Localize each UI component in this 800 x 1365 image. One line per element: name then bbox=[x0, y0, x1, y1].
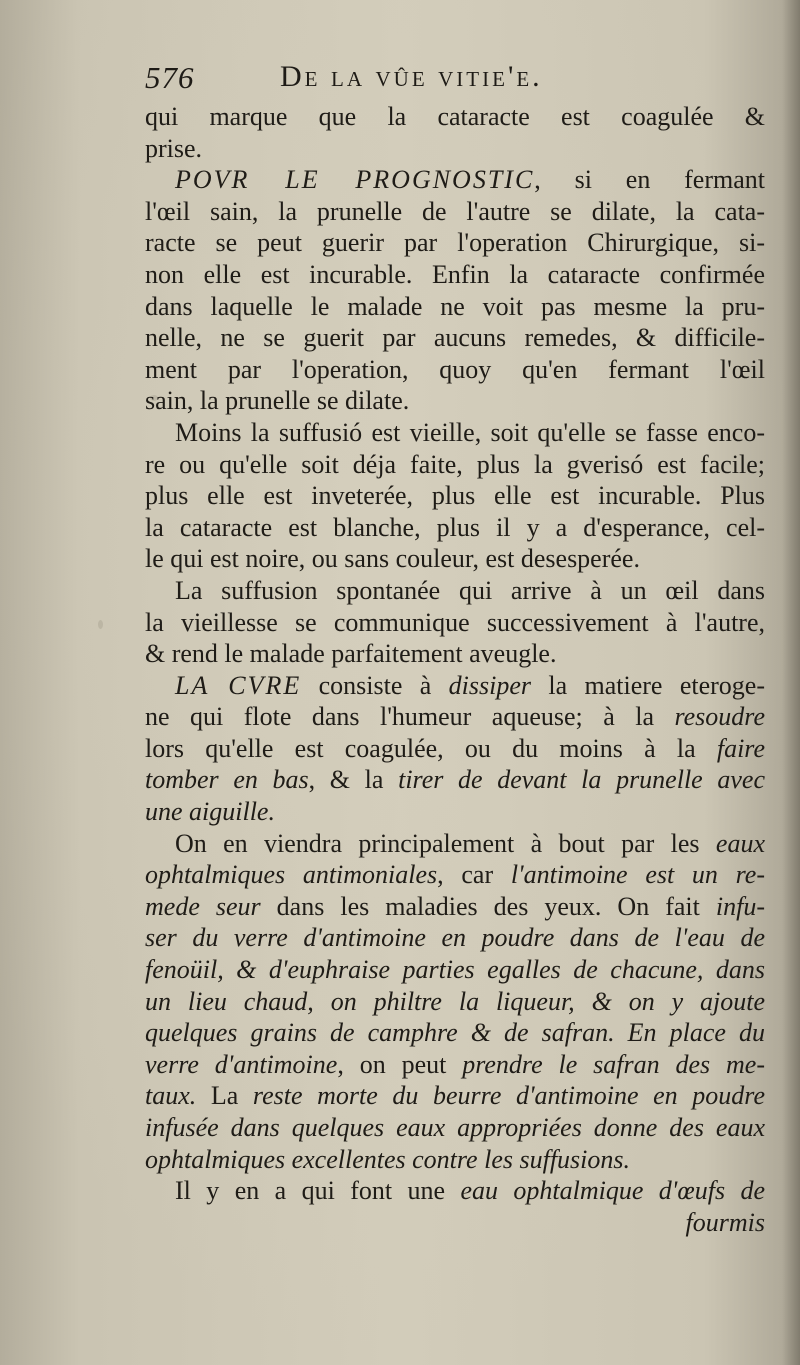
italic-text: faire bbox=[716, 733, 765, 763]
text-segment: lors qu'elle est coagulée, ou du moins à la bbox=[145, 733, 717, 763]
text-segment: qui marque que la cataracte est coagulée & bbox=[145, 102, 765, 131]
text-segment: ne qui flote dans l'humeur aqueuse; à la bbox=[145, 702, 675, 732]
text-line bbox=[145, 1049, 765, 1081]
text-line bbox=[145, 638, 765, 670]
text-line bbox=[145, 670, 765, 702]
text-line bbox=[145, 259, 765, 291]
text-segment: la cataracte est blanche, plus il y a d'esperance, cel- bbox=[145, 512, 765, 542]
text-line bbox=[145, 164, 765, 196]
text-segment: & rend le malade parfaitement aveugle. bbox=[145, 639, 557, 669]
italic-text: dissiper bbox=[448, 670, 532, 700]
italic-text: taux. bbox=[145, 1081, 197, 1111]
text-segment: re ou qu'elle soit déja faite, plus la gverisó est facile; bbox=[145, 449, 765, 479]
text-line bbox=[145, 859, 765, 891]
italic-text: reste morte du beurre d'antimoine en poudre bbox=[252, 1081, 765, 1111]
text-line bbox=[145, 417, 765, 449]
text-segment: plus elle est inveterée, plus elle est incurable. Plus bbox=[145, 481, 765, 511]
page-edge-shadow bbox=[782, 0, 800, 1365]
text-segment: consiste à bbox=[301, 670, 449, 700]
text-line bbox=[145, 575, 765, 607]
text-line bbox=[145, 796, 765, 828]
text-segment: le qui est noire, ou sans couleur, est desesperée. bbox=[145, 544, 640, 574]
text-line bbox=[145, 891, 765, 923]
text-line bbox=[145, 322, 765, 354]
text-segment: Moins la suffusió est vieille, soit qu'elle se fasse enco- bbox=[175, 417, 765, 447]
text-segment: On en viendra principalement à bout par les bbox=[175, 828, 716, 858]
text-segment: non elle est incurable. Enfin la cataracte confirmée bbox=[145, 259, 765, 289]
text-line bbox=[145, 354, 765, 386]
text-segment: , on peut bbox=[337, 1049, 463, 1079]
text-line bbox=[145, 954, 765, 986]
italic-text: prendre le safran des me- bbox=[462, 1049, 765, 1079]
text-line bbox=[145, 480, 765, 512]
italic-text: eaux bbox=[715, 828, 765, 858]
text-segment: La suffusion spontanée qui arrive à un œil dans bbox=[175, 575, 765, 605]
text-line bbox=[145, 227, 765, 259]
section-heading: POVR LE PROGNOSTIC bbox=[175, 165, 535, 195]
italic-text: fenoüil, & d'euphraise parties egalles de chacune, dans bbox=[145, 955, 765, 985]
text-segment: , & la bbox=[308, 765, 399, 795]
running-title: De la vûe vitie'e. bbox=[280, 60, 543, 93]
text-line bbox=[145, 196, 765, 228]
text-line bbox=[145, 543, 765, 575]
text-segment: nelle, ne se guerit par aucuns remedes, & difficile- bbox=[145, 323, 765, 353]
text-line bbox=[145, 101, 765, 133]
text-line bbox=[145, 291, 765, 323]
paper-stain bbox=[98, 620, 103, 629]
text-line bbox=[145, 701, 765, 733]
italic-text: tirer de devant la prunelle avec bbox=[398, 765, 765, 795]
text-line bbox=[145, 133, 765, 165]
italic-text: ser du verre d'antimoine en poudre dans de l'eau de bbox=[145, 923, 765, 953]
text-segment: , si en fermant bbox=[534, 165, 765, 195]
text-segment: la matiere eteroge- bbox=[531, 670, 766, 700]
text-segment: l'œil sain, la prunelle de l'autre se dilate, la cata- bbox=[145, 196, 765, 226]
italic-text: ophtalmiques excellentes contre les suffusions. bbox=[145, 1144, 630, 1174]
page-number: 576 bbox=[145, 60, 195, 95]
text-line bbox=[145, 733, 765, 765]
italic-text: quelques grains de camphre & de safran. En place du bbox=[145, 1018, 765, 1048]
body-text bbox=[145, 101, 765, 1238]
text-line bbox=[145, 385, 765, 417]
text-line bbox=[145, 922, 765, 954]
text-segment: ment par l'operation, quoy qu'en fermant l'œil bbox=[145, 354, 765, 384]
text-line bbox=[145, 1175, 765, 1207]
text-segment: dans les maladies des yeux. On fait bbox=[260, 891, 716, 921]
italic-text: l'antimoine est un re- bbox=[510, 860, 765, 890]
italic-text: un lieu chaud, on philtre la liqueur, & on y ajoute bbox=[145, 986, 765, 1016]
text-line bbox=[145, 1112, 765, 1144]
text-line bbox=[145, 449, 765, 481]
section-heading: LA CVRE bbox=[175, 670, 302, 700]
text-segment: , car bbox=[437, 860, 511, 890]
text-line bbox=[145, 1144, 765, 1176]
italic-text: fourmis bbox=[685, 1207, 765, 1237]
italic-text: une aiguille. bbox=[145, 797, 275, 827]
text-line bbox=[145, 1207, 765, 1239]
italic-text: verre d'antimoine bbox=[145, 1049, 338, 1079]
text-segment: la vieillesse se communique successivement à l'autre, bbox=[145, 607, 765, 637]
italic-text: ophtalmiques antimoniales bbox=[145, 860, 438, 890]
text-line bbox=[145, 512, 765, 544]
text-segment: racte se peut guerir par l'operation Chirurgique, si- bbox=[145, 228, 765, 258]
italic-text: infusée dans quelques eaux appropriées donne des eaux bbox=[145, 1113, 765, 1142]
page-header bbox=[145, 60, 755, 100]
text-line bbox=[145, 607, 765, 639]
text-line bbox=[145, 828, 765, 860]
italic-text: resoudre bbox=[674, 702, 765, 732]
text-line bbox=[145, 1080, 765, 1112]
text-segment: prise. bbox=[145, 133, 203, 163]
italic-text: mede seur bbox=[145, 891, 261, 921]
text-segment: sain, la prunelle se dilate. bbox=[145, 386, 410, 416]
italic-text: tomber en bas bbox=[145, 765, 309, 795]
text-line bbox=[145, 986, 765, 1018]
text-segment: La bbox=[196, 1081, 253, 1111]
text-line bbox=[145, 764, 765, 796]
text-segment: Il y en a qui font une bbox=[175, 1176, 461, 1206]
text-line bbox=[145, 1017, 765, 1049]
text-segment: dans laquelle le malade ne voit pas mesme la pru- bbox=[145, 291, 765, 321]
italic-text: eau ophtalmique d'œufs de bbox=[460, 1176, 766, 1206]
italic-text: infu- bbox=[715, 891, 765, 921]
